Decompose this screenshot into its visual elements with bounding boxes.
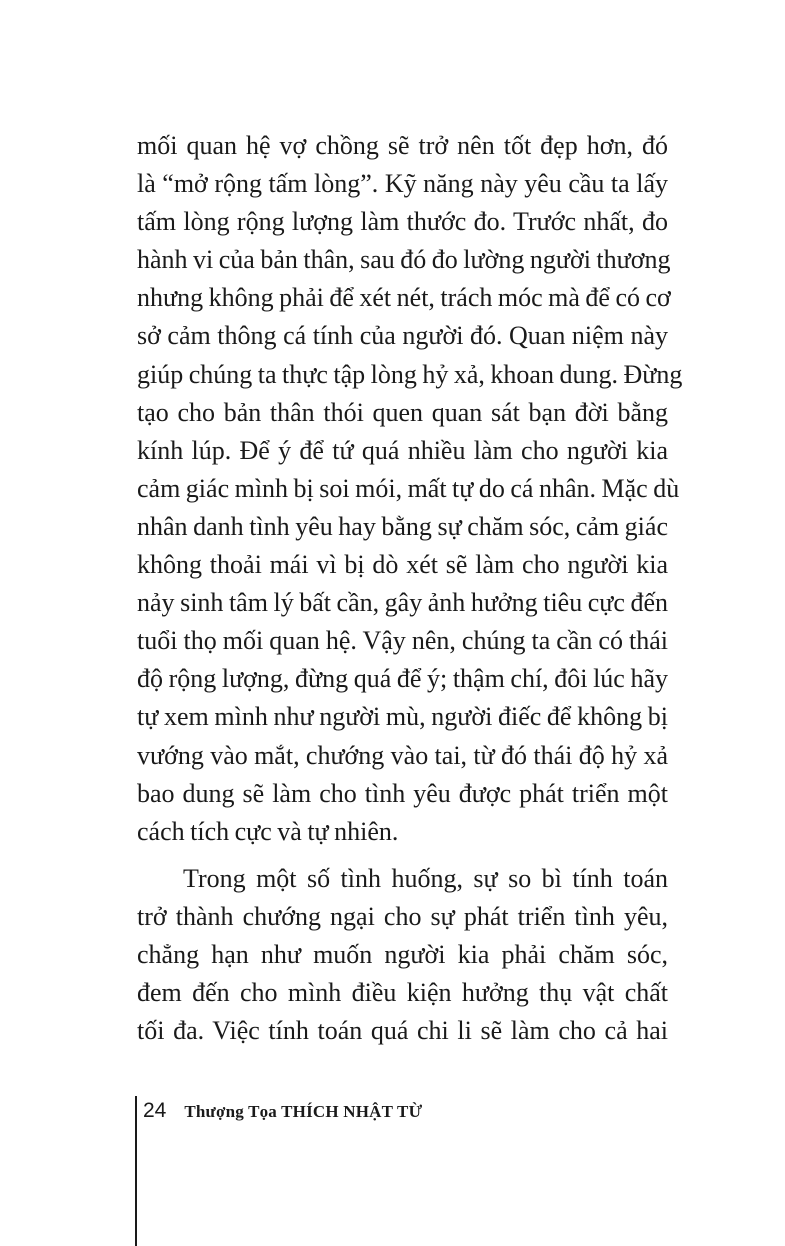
text-line: chẳng hạn như muốn người kia phải chăm sóc, bbox=[137, 940, 668, 970]
text-line: là “mở rộng tấm lòng”. Kỹ năng này yêu cầu ta lấy bbox=[137, 169, 668, 199]
text-line: tuổi thọ mối quan hệ. Vậy nên, chúng ta cần có thái bbox=[137, 626, 668, 656]
text-line: bao dung sẽ làm cho tình yêu được phát triển một bbox=[137, 778, 668, 808]
text-line: tấm lòng rộng lượng làm thước đo. Trước nhất, đo bbox=[137, 207, 668, 237]
text-line: Trong một số tình huống, sự so bì tính toán bbox=[183, 864, 668, 893]
page-number: 24 bbox=[143, 1099, 167, 1122]
text-line: tự xem mình như người mù, người điếc để không bị bbox=[137, 702, 668, 732]
text-line: không thoải mái vì bị dò xét sẽ làm cho người kia bbox=[137, 550, 668, 580]
footer-rule bbox=[135, 1096, 137, 1246]
text-line: nhân danh tình yêu hay bằng sự chăm sóc, cảm giác bbox=[137, 511, 668, 541]
text-line: tạo cho bản thân thói quen quan sát bạn đời bằng bbox=[137, 397, 668, 427]
text-line: trở thành chướng ngại cho sự phát triển tình yêu, bbox=[137, 902, 668, 932]
text-line: cách tích cực và tự nhiên. bbox=[137, 816, 399, 846]
text-line: kính lúp. Để ý để tứ quá nhiều làm cho người kia bbox=[137, 435, 668, 465]
text-line: vướng vào mắt, chướng vào tai, từ đó thái độ hỷ xả bbox=[137, 740, 668, 770]
text-line: sở cảm thông cá tính của người đó. Quan niệm này bbox=[137, 321, 668, 351]
text-line: độ rộng lượng, đừng quá để ý; thậm chí, đôi lúc hãy bbox=[137, 664, 668, 694]
body-paragraph-1 bbox=[137, 127, 683, 851]
page-footer bbox=[143, 1094, 422, 1128]
text-line: giúp chúng ta thực tập lòng hỷ xả, khoan dung. Đừng bbox=[137, 359, 683, 389]
text-line: tối đa. Việc tính toán quá chi li sẽ làm cho cả hai bbox=[137, 1016, 668, 1046]
text-line: đem đến cho mình điều kiện hưởng thụ vật chất bbox=[137, 978, 668, 1008]
text-line: nhưng không phải để xét nét, trách móc mà để có cơ bbox=[137, 283, 671, 313]
body-paragraph-2 bbox=[137, 860, 668, 1050]
text-line: cảm giác mình bị soi mói, mất tự do cá nhân. Mặc dù bbox=[137, 473, 680, 503]
running-head-author: Thượng Tọa THÍCH NHẬT TỪ bbox=[184, 1102, 423, 1121]
text-line: mối quan hệ vợ chồng sẽ trở nên tốt đẹp hơn, đó bbox=[137, 131, 668, 160]
text-line: hành vi của bản thân, sau đó đo lường người thương bbox=[137, 245, 671, 275]
text-line: nảy sinh tâm lý bất cần, gây ảnh hưởng tiêu cực đến bbox=[137, 588, 668, 618]
